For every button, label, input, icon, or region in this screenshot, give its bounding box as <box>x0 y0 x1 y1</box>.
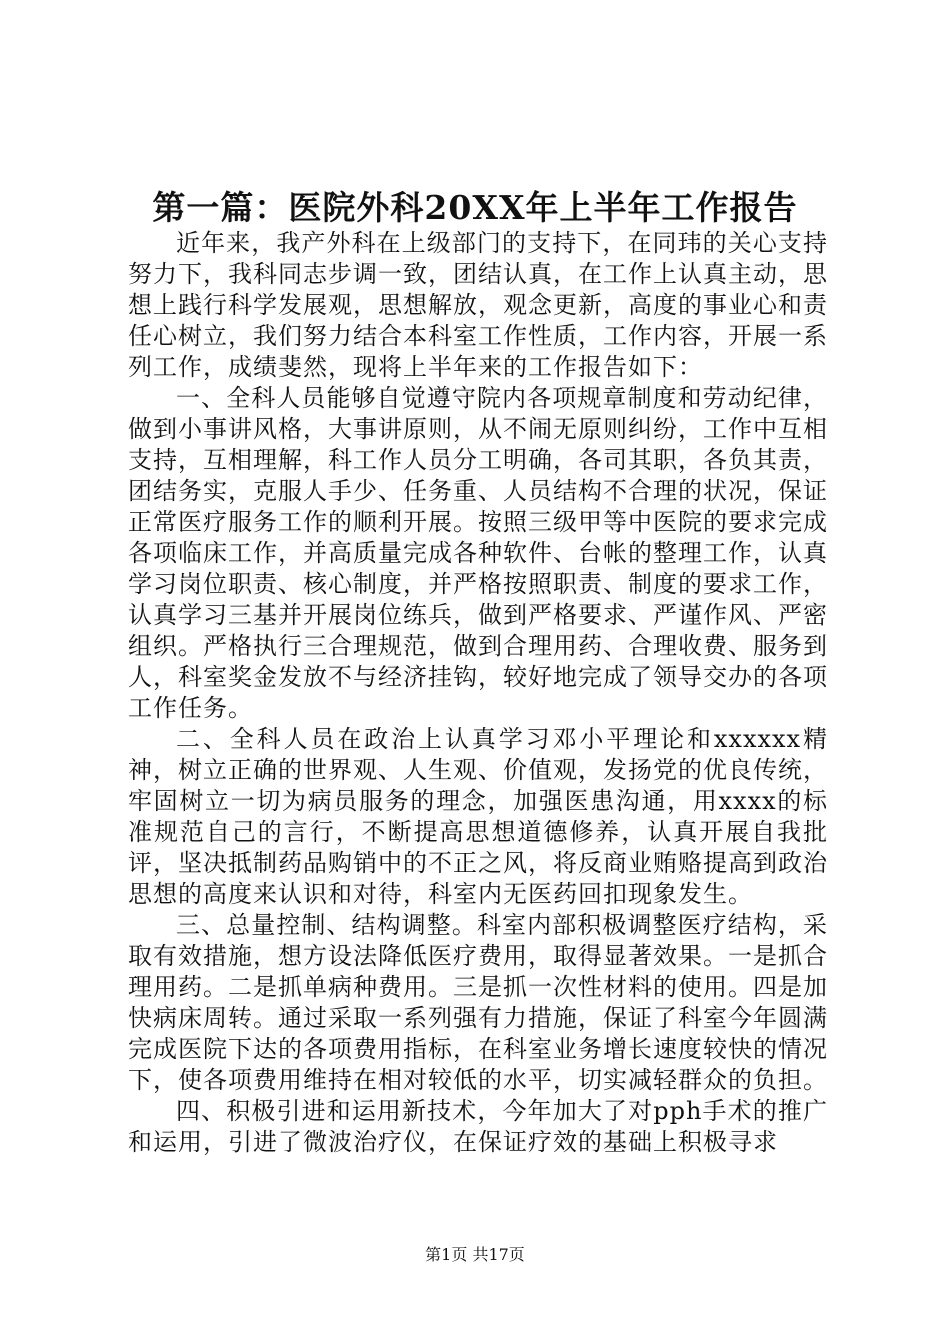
paragraph-section-1: 一、全科人员能够自觉遵守院内各项规章制度和劳动纪律，做到小事讲风格，大事讲原则，从不闹无原则纠纷，工作中互相支持，互相理解，科工作人员分工明确，各司其职，各负其责，团结务实，克服人手少、任务重、人员结构不合理的状况，保证正常医疗服务工作的顺利开展。按照三级甲等中医院的要求完成各项临床工作，并高质量完成各种软件、台帐的整理工作，认真学习岗位职责、核心制度，并严格按照职责、制度的要求工作，认真学习三基并开展岗位练兵，做到严格要求、严谨作风、严密组织。严格执行三合理规范，做到合理用药、合理收费、服务到人，科室奖金发放不与经济挂钩，较好地完成了领导交办的各项工作任务。 <box>128 384 828 722</box>
page-number-footer: 第1页 共17页 <box>425 1245 525 1264</box>
paragraph-section-4: 四、积极引进和运用新技术，今年加大了对pph手术的推广和运用，引进了微波治疗仪，在保证疗效的基础上积极寻求 <box>128 1097 828 1156</box>
document-body <box>128 228 828 1158</box>
paragraph-intro: 近年来，我产外科在上级部门的支持下，在同玮的关心支持努力下，我科同志步调一致，团结认真，在工作上认真主动，思想上践行科学发展观，思想解放，观念更新，高度的事业心和责任心树立，我们努力结合本科室工作性质，工作内容，开展一系列工作，成绩斐然，现将上半年来的工作报告如下： <box>128 229 828 381</box>
document-title: 第一篇：医院外科20XX年上半年工作报告 <box>152 188 798 227</box>
paragraph-section-3: 三、总量控制、结构调整。科室内部积极调整医疗结构，采取有效措施，想方设法降低医疗费用，取得显著效果。一是抓合理用药。二是抓单病种费用。三是抓一次性材料的使用。四是加快病床周转。通过采取一系列强有力措施，保证了科室今年圆满完成医院下达的各项费用指标，在科室业务增长速度较快的情况下，使各项费用维持在相对较低的水平，切实减轻群众的负担。 <box>128 911 828 1094</box>
paragraph-section-2: 二、全科人员在政治上认真学习邓小平理论和xxxxxx精神，树立正确的世界观、人生观、价值观，发扬党的优良传统，牢固树立一切为病员服务的理念，加强医患沟通，用xxxx的标准规范自己的言行，不断提高思想道德修养，认真开展自我批评，坚决抵制药品购销中的不正之风，将反商业贿赂提高到政治思想的高度来认识和对待，科室内无医药回扣现象发生。 <box>128 725 828 908</box>
